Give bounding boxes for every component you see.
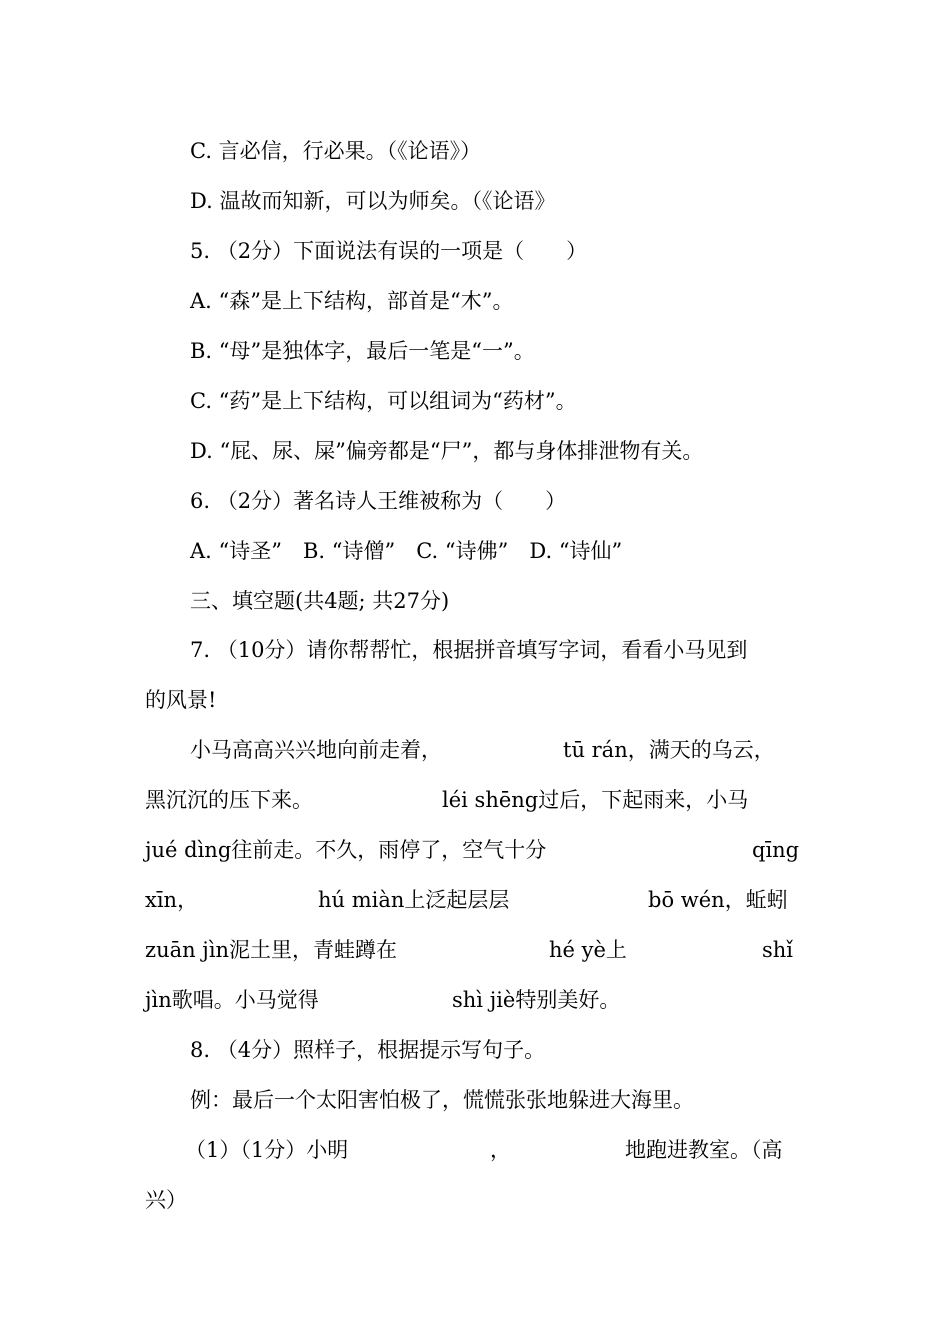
passage-row-6a: jìn歌唱。小马觉得 [145, 988, 319, 1012]
passage-row-6b: shì jiè特别美好。 [452, 988, 621, 1012]
question-5: 5. （2分）下面说法有误的一项是（ ） [190, 239, 588, 263]
q8-sub1-c: 地跑进教室。（高 [625, 1138, 783, 1162]
question-7: 7. （10分）请你帮帮忙，根据拼音填写字词，看看小马见到 [190, 638, 748, 662]
q6-options: A. “诗圣” B. “诗僧” C. “诗佛” D. “诗仙” [190, 539, 623, 563]
question-6: 6. （2分）著名诗人王维被称为（ ） [190, 489, 567, 513]
q5-option-c: C. “药”是上下结构，可以组词为“药材”。 [190, 389, 577, 413]
passage-row-1b: tū rán，满天的乌云， [563, 738, 775, 762]
q5-option-d: D. “屁、尿、屎”偏旁都是“尸”，都与身体排泄物有关。 [190, 439, 704, 463]
passage-row-5a: zuān jìn泥土里，青蛙蹲在 [145, 938, 398, 962]
passage-row-2a: 黑沉沉的压下来。 [145, 788, 313, 812]
q8-example: 例：最后一个太阳害怕极了，慌慌张张地躲进大海里。 [190, 1088, 694, 1112]
passage-row-3b: qīng [752, 838, 800, 862]
option-d-lunyu: D. 温故而知新，可以为师矣。（《论语》 [190, 189, 556, 213]
passage-row-4b: hú miàn上泛起层层 [318, 888, 510, 912]
q8-sub1-cont: 兴） [145, 1188, 187, 1212]
passage-row-4c: bō wén，蚯蚓 [648, 888, 788, 912]
q5-option-b: B. “母”是独体字，最后一笔是“一”。 [190, 339, 535, 363]
question-7-cont: 的风景! [145, 688, 217, 712]
passage-row-1a: 小马高高兴兴地向前走着， [190, 738, 442, 762]
option-c-lunyu: C. 言必信，行必果。（《论语》） [190, 139, 482, 163]
question-8: 8. （4分）照样子，根据提示写句子。 [190, 1038, 546, 1062]
passage-row-5b: hé yè上 [549, 938, 627, 962]
q8-sub1-a: （1）（1分）小明 [185, 1138, 349, 1162]
q5-option-a: A. “森”是上下结构，部首是“木”。 [190, 289, 514, 313]
passage-row-4a: xīn， [145, 888, 199, 912]
section-3-heading: 三、填空题(共4题; 共27分) [190, 589, 450, 613]
q8-sub1-b: ， [490, 1138, 511, 1162]
passage-row-2b: léi shēng过后，下起雨来，小马 [442, 788, 749, 812]
passage-row-5c: shǐ [762, 938, 794, 962]
passage-row-3a: jué dìng往前走。不久，雨停了，空气十分 [145, 838, 547, 862]
